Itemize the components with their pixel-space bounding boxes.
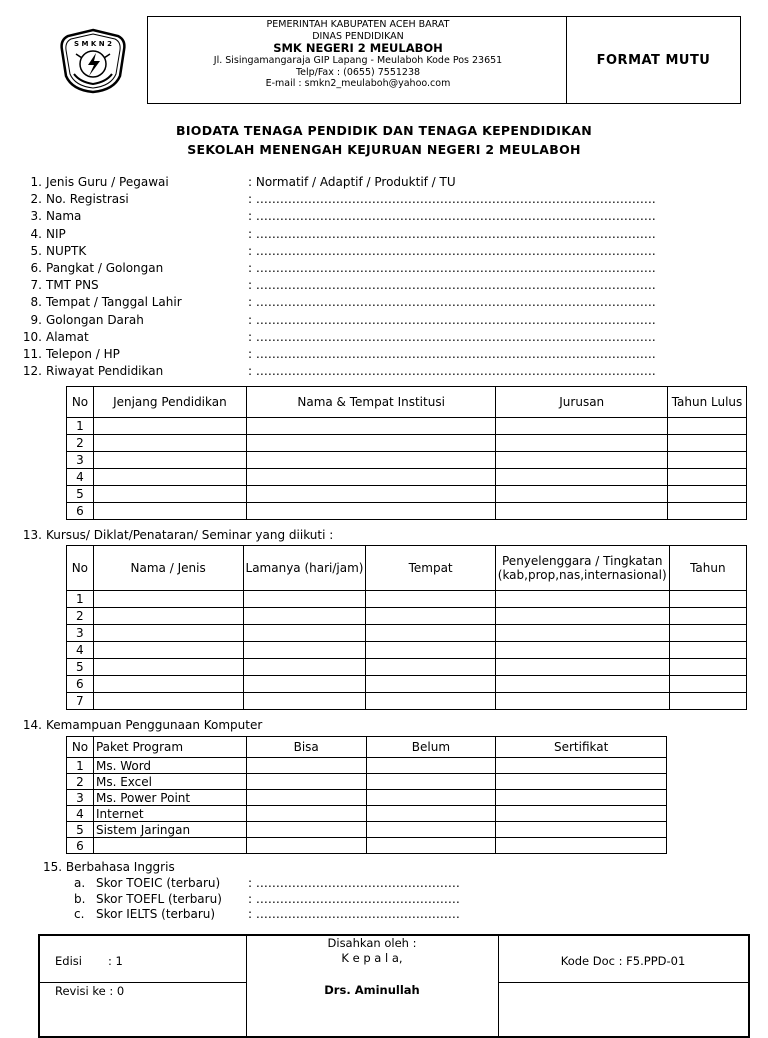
table-cell[interactable] [93, 452, 246, 469]
program-name: Ms. Power Point [93, 790, 246, 806]
field-value[interactable]: : ………………………………………………………………………………………. [248, 192, 656, 207]
table-header-cell: No [67, 387, 94, 418]
row-number: 4 [67, 469, 94, 486]
row-number: 4 [67, 806, 94, 822]
row-number: 2 [67, 608, 94, 625]
field-value[interactable]: : ………………………………………………………………………………………. [248, 209, 656, 224]
table-cell[interactable] [667, 503, 746, 520]
field-number: 8. [30, 295, 42, 310]
table-cell[interactable] [243, 591, 366, 608]
table-cell[interactable] [496, 806, 667, 822]
table-cell[interactable] [667, 486, 746, 503]
table-cell[interactable] [495, 642, 669, 659]
table-cell[interactable] [495, 676, 669, 693]
table-cell[interactable] [669, 693, 746, 710]
table-cell[interactable] [496, 452, 668, 469]
biodata-field [20, 312, 720, 329]
table-row [67, 591, 747, 608]
field-value[interactable]: : ………………………………………………………………………………………. [248, 278, 656, 293]
row-number: 3 [67, 625, 94, 642]
header-text-block [188, 19, 528, 90]
footer-divider [498, 936, 499, 1036]
section-13-heading [20, 527, 720, 544]
table-row [67, 758, 667, 774]
table-cell[interactable] [366, 758, 496, 774]
courses-table [66, 545, 747, 710]
table-row [67, 642, 747, 659]
section-label: Kemampuan Penggunaan Komputer [46, 718, 263, 732]
table-cell[interactable] [366, 625, 495, 642]
table-cell[interactable] [669, 642, 746, 659]
item-letter: c. [74, 907, 85, 921]
table-cell[interactable] [246, 806, 366, 822]
table-header-cell [495, 546, 669, 591]
field-value[interactable]: : ………………………………………………………………………………………. [248, 312, 656, 327]
item-value[interactable]: : …………………………………………… [248, 891, 460, 906]
table-cell[interactable] [495, 625, 669, 642]
program-name: Sistem Jaringan [93, 822, 246, 838]
field-value[interactable]: : ………………………………………………………………………………………. [248, 295, 656, 310]
biodata-field [20, 174, 720, 191]
kepala-text: K e p a l a, [341, 951, 403, 965]
organizer-header-line: Penyelenggara / Tingkatan [502, 554, 663, 568]
header-address: Jl. Sisingamangaraja GIP Lapang - Meulaboh Kode Pos 23651 [213, 55, 503, 66]
field-number: 4. [30, 226, 42, 241]
field-value[interactable]: : ………………………………………………………………………………………. [248, 364, 656, 379]
table-cell[interactable] [243, 642, 366, 659]
row-number: 1 [67, 591, 94, 608]
row-number: 3 [67, 452, 94, 469]
table-header-cell: Sertifikat [496, 737, 667, 758]
item-label: Skor TOEIC (terbaru) [96, 876, 221, 890]
table-cell[interactable] [246, 503, 496, 520]
table-cell[interactable] [246, 822, 366, 838]
education-history-table [66, 386, 747, 520]
table-header-cell: Jurusan [496, 387, 668, 418]
row-number: 4 [67, 642, 94, 659]
table-cell[interactable] [93, 591, 243, 608]
field-number: 11. [22, 347, 42, 361]
field-label: NIP [46, 226, 66, 241]
table-row [67, 469, 747, 486]
table-cell[interactable] [669, 591, 746, 608]
biodata-field [20, 243, 720, 260]
field-label: No. Registrasi [46, 192, 129, 207]
row-number: 5 [67, 486, 94, 503]
table-cell[interactable] [495, 591, 669, 608]
table-cell[interactable] [366, 642, 495, 659]
table-cell[interactable] [246, 435, 496, 452]
table-cell[interactable] [366, 774, 496, 790]
field-value[interactable]: : ………………………………………………………………………………………. [248, 226, 656, 241]
disahkan-text: Disahkan oleh : [327, 936, 417, 950]
table-cell[interactable] [496, 503, 668, 520]
field-number: 5. [30, 243, 42, 258]
table-cell[interactable] [496, 790, 667, 806]
item-value[interactable]: : …………………………………………… [248, 876, 460, 890]
english-score-item [74, 906, 494, 922]
table-cell[interactable] [366, 591, 495, 608]
table-cell[interactable] [667, 435, 746, 452]
table-cell[interactable] [667, 469, 746, 486]
table-cell[interactable] [496, 418, 668, 435]
biodata-field [20, 260, 720, 277]
row-number: 7 [67, 693, 94, 710]
table-cell[interactable] [495, 659, 669, 676]
table-header-cell: Jenjang Pendidikan [93, 387, 246, 418]
section-number: 13. [22, 528, 42, 542]
field-label: Tempat / Tanggal Lahir [46, 295, 182, 310]
field-label: TMT PNS [46, 278, 99, 293]
row-number: 6 [67, 676, 94, 693]
kode-doc: Kode Doc : F5.PPD-01 [560, 954, 686, 968]
field-label: Alamat [46, 329, 89, 344]
table-header-row [67, 546, 747, 591]
header-government: PEMERINTAH KABUPATEN ACEH BARAT [266, 19, 450, 30]
biodata-field [20, 191, 720, 208]
biodata-field [20, 208, 720, 225]
table-cell[interactable] [496, 435, 668, 452]
table-row [67, 676, 747, 693]
table-header-cell: Bisa [246, 737, 366, 758]
field-value[interactable]: : ………………………………………………………………………………………. [248, 261, 656, 275]
header-department: DINAS PENDIDIKAN [312, 30, 404, 42]
table-header-row [67, 737, 667, 758]
field-number: 10. [22, 329, 42, 344]
row-number: 5 [67, 822, 94, 838]
section-14-heading [20, 717, 720, 734]
item-label: Skor IELTS (terbaru) [96, 907, 216, 921]
table-header-cell: Tahun Lulus [667, 387, 746, 418]
table-cell[interactable] [495, 693, 669, 710]
table-cell[interactable] [495, 608, 669, 625]
table-cell[interactable] [243, 608, 366, 625]
item-label: Skor TOEFL (terbaru) [96, 891, 222, 906]
table-cell[interactable] [246, 774, 366, 790]
field-label: Pangkat / Golongan [46, 261, 164, 275]
row-number: 6 [67, 503, 94, 520]
table-cell[interactable] [496, 822, 667, 838]
footer-divider [498, 982, 748, 983]
field-number: 2. [30, 192, 42, 207]
table-header-cell: Belum [366, 737, 496, 758]
table-cell[interactable] [93, 435, 246, 452]
table-cell[interactable] [93, 642, 243, 659]
field-number: 9. [30, 312, 42, 327]
signer-name: Drs. Aminullah [324, 983, 420, 997]
table-cell[interactable] [93, 418, 246, 435]
table-header-cell: No [67, 546, 94, 591]
table-cell[interactable] [93, 676, 243, 693]
table-header-cell: Tahun [669, 546, 746, 591]
table-row [67, 838, 667, 854]
document-header [147, 16, 741, 104]
logo-text: S M K N 2 [74, 40, 112, 48]
field-label: Nama [46, 209, 82, 224]
document-footer [38, 934, 750, 1038]
footer-divider [40, 982, 247, 983]
table-cell[interactable] [93, 693, 243, 710]
biodata-field [20, 277, 720, 294]
table-cell[interactable] [93, 608, 243, 625]
table-cell[interactable] [246, 838, 366, 854]
row-number: 5 [67, 659, 94, 676]
table-cell[interactable] [243, 625, 366, 642]
field-label: Telepon / HP [46, 347, 120, 361]
section-15-heading: 15. Berbahasa Inggris [43, 860, 175, 874]
table-cell[interactable] [669, 676, 746, 693]
table-cell[interactable] [366, 822, 496, 838]
table-header-cell: Nama / Jenis [93, 546, 243, 591]
program-name [93, 838, 246, 854]
format-mutu-label: FORMAT MUTU [596, 52, 711, 68]
table-cell[interactable] [243, 659, 366, 676]
table-cell[interactable] [496, 774, 667, 790]
table-cell[interactable] [366, 790, 496, 806]
table-cell[interactable] [93, 503, 246, 520]
table-row [67, 608, 747, 625]
field-label: Riwayat Pendidikan [46, 364, 164, 379]
table-cell[interactable] [246, 486, 496, 503]
table-row [67, 693, 747, 710]
table-row [67, 503, 747, 520]
biodata-field [20, 294, 720, 311]
table-row [67, 452, 747, 469]
field-number: 7. [30, 278, 42, 293]
field-value[interactable]: : ………………………………………………………………………………………. [248, 329, 656, 344]
table-row [67, 806, 667, 822]
section-number: 14. [22, 718, 42, 732]
revisi-text: Revisi ke : 0 [55, 984, 125, 998]
page-subtitle: SEKOLAH MENENGAH KEJURUAN NEGERI 2 MEULABOH [187, 142, 581, 157]
table-row [67, 418, 747, 435]
table-cell[interactable] [669, 659, 746, 676]
field-value[interactable]: : ………………………………………………………………………………………. [248, 243, 656, 258]
table-row [67, 659, 747, 676]
table-header-cell: Lamanya (hari/jam) [243, 546, 366, 591]
table-row [67, 822, 667, 838]
row-number: 2 [67, 435, 94, 452]
table-cell[interactable] [243, 676, 366, 693]
row-number: 1 [67, 418, 94, 435]
field-number: 3. [30, 209, 42, 224]
table-row [67, 435, 747, 452]
field-value[interactable]: : Normatif / Adaptif / Produktif / TU [248, 175, 456, 189]
table-cell[interactable] [243, 693, 366, 710]
field-label: Jenis Guru / Pegawai [46, 175, 169, 189]
item-letter: a. [74, 876, 86, 890]
table-cell[interactable] [246, 469, 496, 486]
computer-skills-table [66, 736, 667, 854]
english-score-item [74, 891, 494, 907]
row-number: 6 [67, 838, 94, 854]
program-name: Internet [93, 806, 246, 822]
header-school-name: SMK NEGERI 2 MEULABOH [273, 41, 443, 55]
table-cell[interactable] [496, 486, 668, 503]
biodata-field [20, 329, 720, 346]
page-title: BIODATA TENAGA PENDIDIK DAN TENAGA KEPENDIDIKAN [176, 123, 592, 138]
school-logo-icon [58, 28, 128, 94]
table-cell[interactable] [246, 418, 496, 435]
table-cell[interactable] [93, 469, 246, 486]
table-cell[interactable] [366, 693, 495, 710]
english-score-item [74, 875, 494, 891]
table-header-cell: No [67, 737, 94, 758]
table-cell[interactable] [496, 758, 667, 774]
program-name: Ms. Excel [93, 774, 246, 790]
table-header-cell: Paket Program [93, 737, 246, 758]
field-number: 1. [30, 175, 42, 189]
item-value[interactable]: : …………………………………………… [248, 907, 460, 921]
table-cell[interactable] [93, 659, 243, 676]
header-email: E-mail : smkn2_meulaboh@yahoo.com [265, 78, 451, 89]
row-number: 2 [67, 774, 94, 790]
table-cell[interactable] [366, 676, 495, 693]
table-row [67, 486, 747, 503]
table-cell[interactable] [496, 838, 667, 854]
biodata-field [20, 363, 720, 380]
biodata-field [20, 346, 720, 363]
section-label: Kursus/ Diklat/Penataran/ Seminar yang diikuti : [46, 528, 334, 542]
table-cell[interactable] [366, 608, 495, 625]
table-cell[interactable] [93, 486, 246, 503]
table-cell[interactable] [366, 659, 495, 676]
table-row [67, 625, 747, 642]
table-header-row [67, 387, 747, 418]
table-cell[interactable] [246, 452, 496, 469]
edisi-label: Edisi [55, 954, 82, 968]
row-number: 3 [67, 790, 94, 806]
table-header-cell: Tempat [366, 546, 495, 591]
edisi-value: : 1 [108, 954, 123, 968]
table-cell[interactable] [246, 758, 366, 774]
field-value[interactable]: : ………………………………………………………………………………………. [248, 347, 656, 361]
table-cell[interactable] [496, 469, 668, 486]
row-number: 1 [67, 758, 94, 774]
table-cell[interactable] [669, 608, 746, 625]
table-cell[interactable] [669, 625, 746, 642]
table-cell[interactable] [667, 452, 746, 469]
table-row [67, 774, 667, 790]
field-number: 6. [30, 261, 42, 275]
program-name: Ms. Word [93, 758, 246, 774]
table-cell[interactable] [667, 418, 746, 435]
table-header-cell: Nama & Tempat Institusi [246, 387, 496, 418]
organizer-header-sub: (kab,prop,nas,internasional) [497, 568, 667, 582]
table-cell[interactable] [93, 625, 243, 642]
table-row [67, 790, 667, 806]
item-letter: b. [74, 891, 86, 906]
biodata-field [20, 226, 720, 243]
table-cell[interactable] [366, 806, 496, 822]
field-label: Golongan Darah [46, 312, 144, 327]
field-label: NUPTK [46, 243, 87, 258]
header-phone: Telp/Fax : (0655) 7551238 [295, 66, 421, 78]
field-number: 12. [22, 364, 42, 379]
table-cell[interactable] [366, 838, 496, 854]
table-cell[interactable] [246, 790, 366, 806]
